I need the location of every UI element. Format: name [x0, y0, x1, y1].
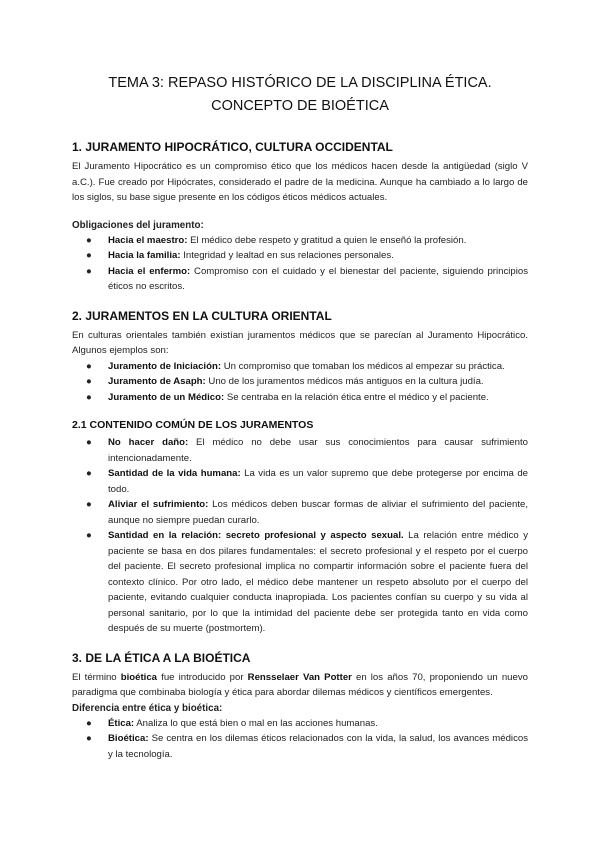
section-juramento-hipocratico: [72, 139, 528, 295]
item-term: Juramento de Asaph:: [108, 376, 206, 387]
item-term: Hacia la familia:: [108, 250, 181, 261]
item-term: Santidad de la vida humana:: [108, 468, 241, 479]
bullet-icon: ●: [86, 391, 92, 403]
item-text: Analiza lo que está bien o mal en las acciones humanas.: [134, 717, 378, 729]
list-item: [86, 435, 528, 466]
item-text: Se centraba en la relación ética entre el médico y el paciente.: [224, 391, 489, 403]
bullet-icon: ●: [86, 376, 92, 387]
item-text: El médico no debe usar sus conocimientos para causar sufrimiento intencionadamente.: [108, 437, 528, 464]
bullet-icon: ●: [86, 437, 92, 448]
item-text: La vida es un valor supremo que debe protegerse por encima de todo.: [108, 468, 529, 495]
section-paragraph: En culturas orientales también existían juramentos médicos que se parecían al Juramento Hipocrático. Algunos ejemplos son:: [72, 329, 528, 356]
subheading: Diferencia entre ética y bioética:: [72, 702, 223, 714]
item-text: La relación entre médico y paciente se basa en dos pilares fundamentales: el secreto profesional y el respeto por el cuerpo del paciente. El secreto profesional implica no compartir información sobre el paciente fuera del contexto clínico. Por otro lado, el médico debe mantener un respeto absoluto por el cuerpo del paciente, evitando cualquier conducta inapropiada. Los pacientes confían su cuerpo y su vida al personal sanitario, por lo que la intimidad del paciente debe ser protegida tanto en vida como después de su muerte (postmortem).: [108, 530, 529, 634]
para-text: fue introducido por: [157, 671, 248, 683]
item-term: Santidad en la relación: secreto profesional y aspecto sexual.: [108, 530, 404, 541]
section-etica-bioetica: [72, 650, 528, 763]
bullet-icon: ●: [86, 717, 92, 729]
list-item: [86, 731, 528, 762]
bullet-icon: ●: [86, 250, 92, 261]
item-term: Juramento de Iniciación:: [108, 360, 222, 372]
item-text: Un compromiso que tomaban los médicos al empezar su práctica.: [221, 360, 505, 372]
list-item: [86, 497, 528, 528]
section-heading: 1. JURAMENTO HIPOCRÁTICO, CULTURA OCCIDENTAL: [72, 140, 393, 154]
list-item: [86, 390, 528, 406]
list-item: [86, 528, 528, 637]
bullet-icon: ●: [86, 499, 92, 510]
section-paragraph: [72, 670, 528, 701]
list-item: [86, 264, 528, 295]
item-text: Integridad y lealtad en sus relaciones personales.: [180, 250, 394, 261]
bullet-icon: ●: [86, 360, 92, 372]
bullet-icon: ●: [86, 733, 92, 744]
list-item: [86, 233, 528, 249]
item-text: Uno de los juramentos médicos más antiguos en la cultura judía.: [205, 376, 484, 387]
bullet-list: [72, 359, 528, 406]
bullet-icon: ●: [86, 530, 92, 541]
item-term: No hacer daño:: [108, 437, 189, 448]
list-item: [86, 248, 528, 264]
list-item: [86, 466, 528, 497]
list-item: [86, 374, 528, 390]
bullet-icon: ●: [86, 468, 92, 479]
section-paragraph: El Juramento Hipocrático es un compromiso ético que los médicos hacen desde la antigüedad (siglo V a.C.). Fue creado por Hipócrates, considerado el padre de la medicina. Aunque ha cambiado a lo largo de los siglos, su base sigue presente en los códigos éticos médicos actuales.: [72, 161, 528, 203]
bullet-list: [72, 233, 528, 295]
para-term: Rensselaer Van Potter: [247, 671, 352, 683]
list-item: [86, 716, 528, 732]
item-text: Se centra en los dilemas éticos relacionados con la vida, la salud, los avances médicos y la tecnología.: [108, 733, 528, 760]
item-term: Hacia el enfermo:: [108, 265, 191, 277]
section-heading: 2. JURAMENTOS EN LA CULTURA ORIENTAL: [72, 308, 332, 323]
para-text: El término: [72, 671, 121, 683]
section-juramentos-oriental: [72, 308, 528, 406]
list-item: [86, 359, 528, 375]
section-heading: 2.1 CONTENIDO COMÚN DE LOS JURAMENTOS: [72, 419, 314, 431]
para-text: en los años 70, proponiendo un nuevo paradigma que combinaba biología y ética para abordar dilemas médicos y científicos emergentes.: [72, 671, 528, 698]
item-term: Aliviar el sufrimiento:: [108, 499, 209, 510]
item-term: Juramento de un Médico:: [108, 391, 225, 403]
item-term: Ética:: [108, 717, 135, 729]
para-term: bioética: [120, 671, 158, 683]
subheading: Obligaciones del juramento:: [72, 219, 204, 231]
section-heading: 3. DE LA ÉTICA A LA BIOÉTICA: [72, 650, 251, 665]
bullet-icon: ●: [86, 234, 92, 246]
item-text: Los médicos deben buscar formas de aliviar el sufrimiento del paciente, aunque no siempre puedan curarlo.: [108, 499, 528, 526]
item-text: El médico debe respeto y gratitud a quien le enseñó la profesión.: [187, 234, 467, 246]
page-title: TEMA 3: REPASO HISTÓRICO DE LA DISCIPLINA ÉTICA. CONCEPTO DE BIOÉTICA: [108, 75, 492, 114]
bullet-list: [72, 435, 528, 637]
bullet-icon: ●: [86, 265, 92, 277]
item-text: Compromiso con el cuidado y el bienestar del paciente, siguiendo principios éticos no escritos.: [108, 265, 528, 292]
bullet-list: [72, 716, 528, 763]
item-term: Hacia el maestro:: [108, 234, 188, 246]
item-term: Bioética:: [108, 733, 149, 744]
section-contenido-comun: [72, 418, 528, 637]
